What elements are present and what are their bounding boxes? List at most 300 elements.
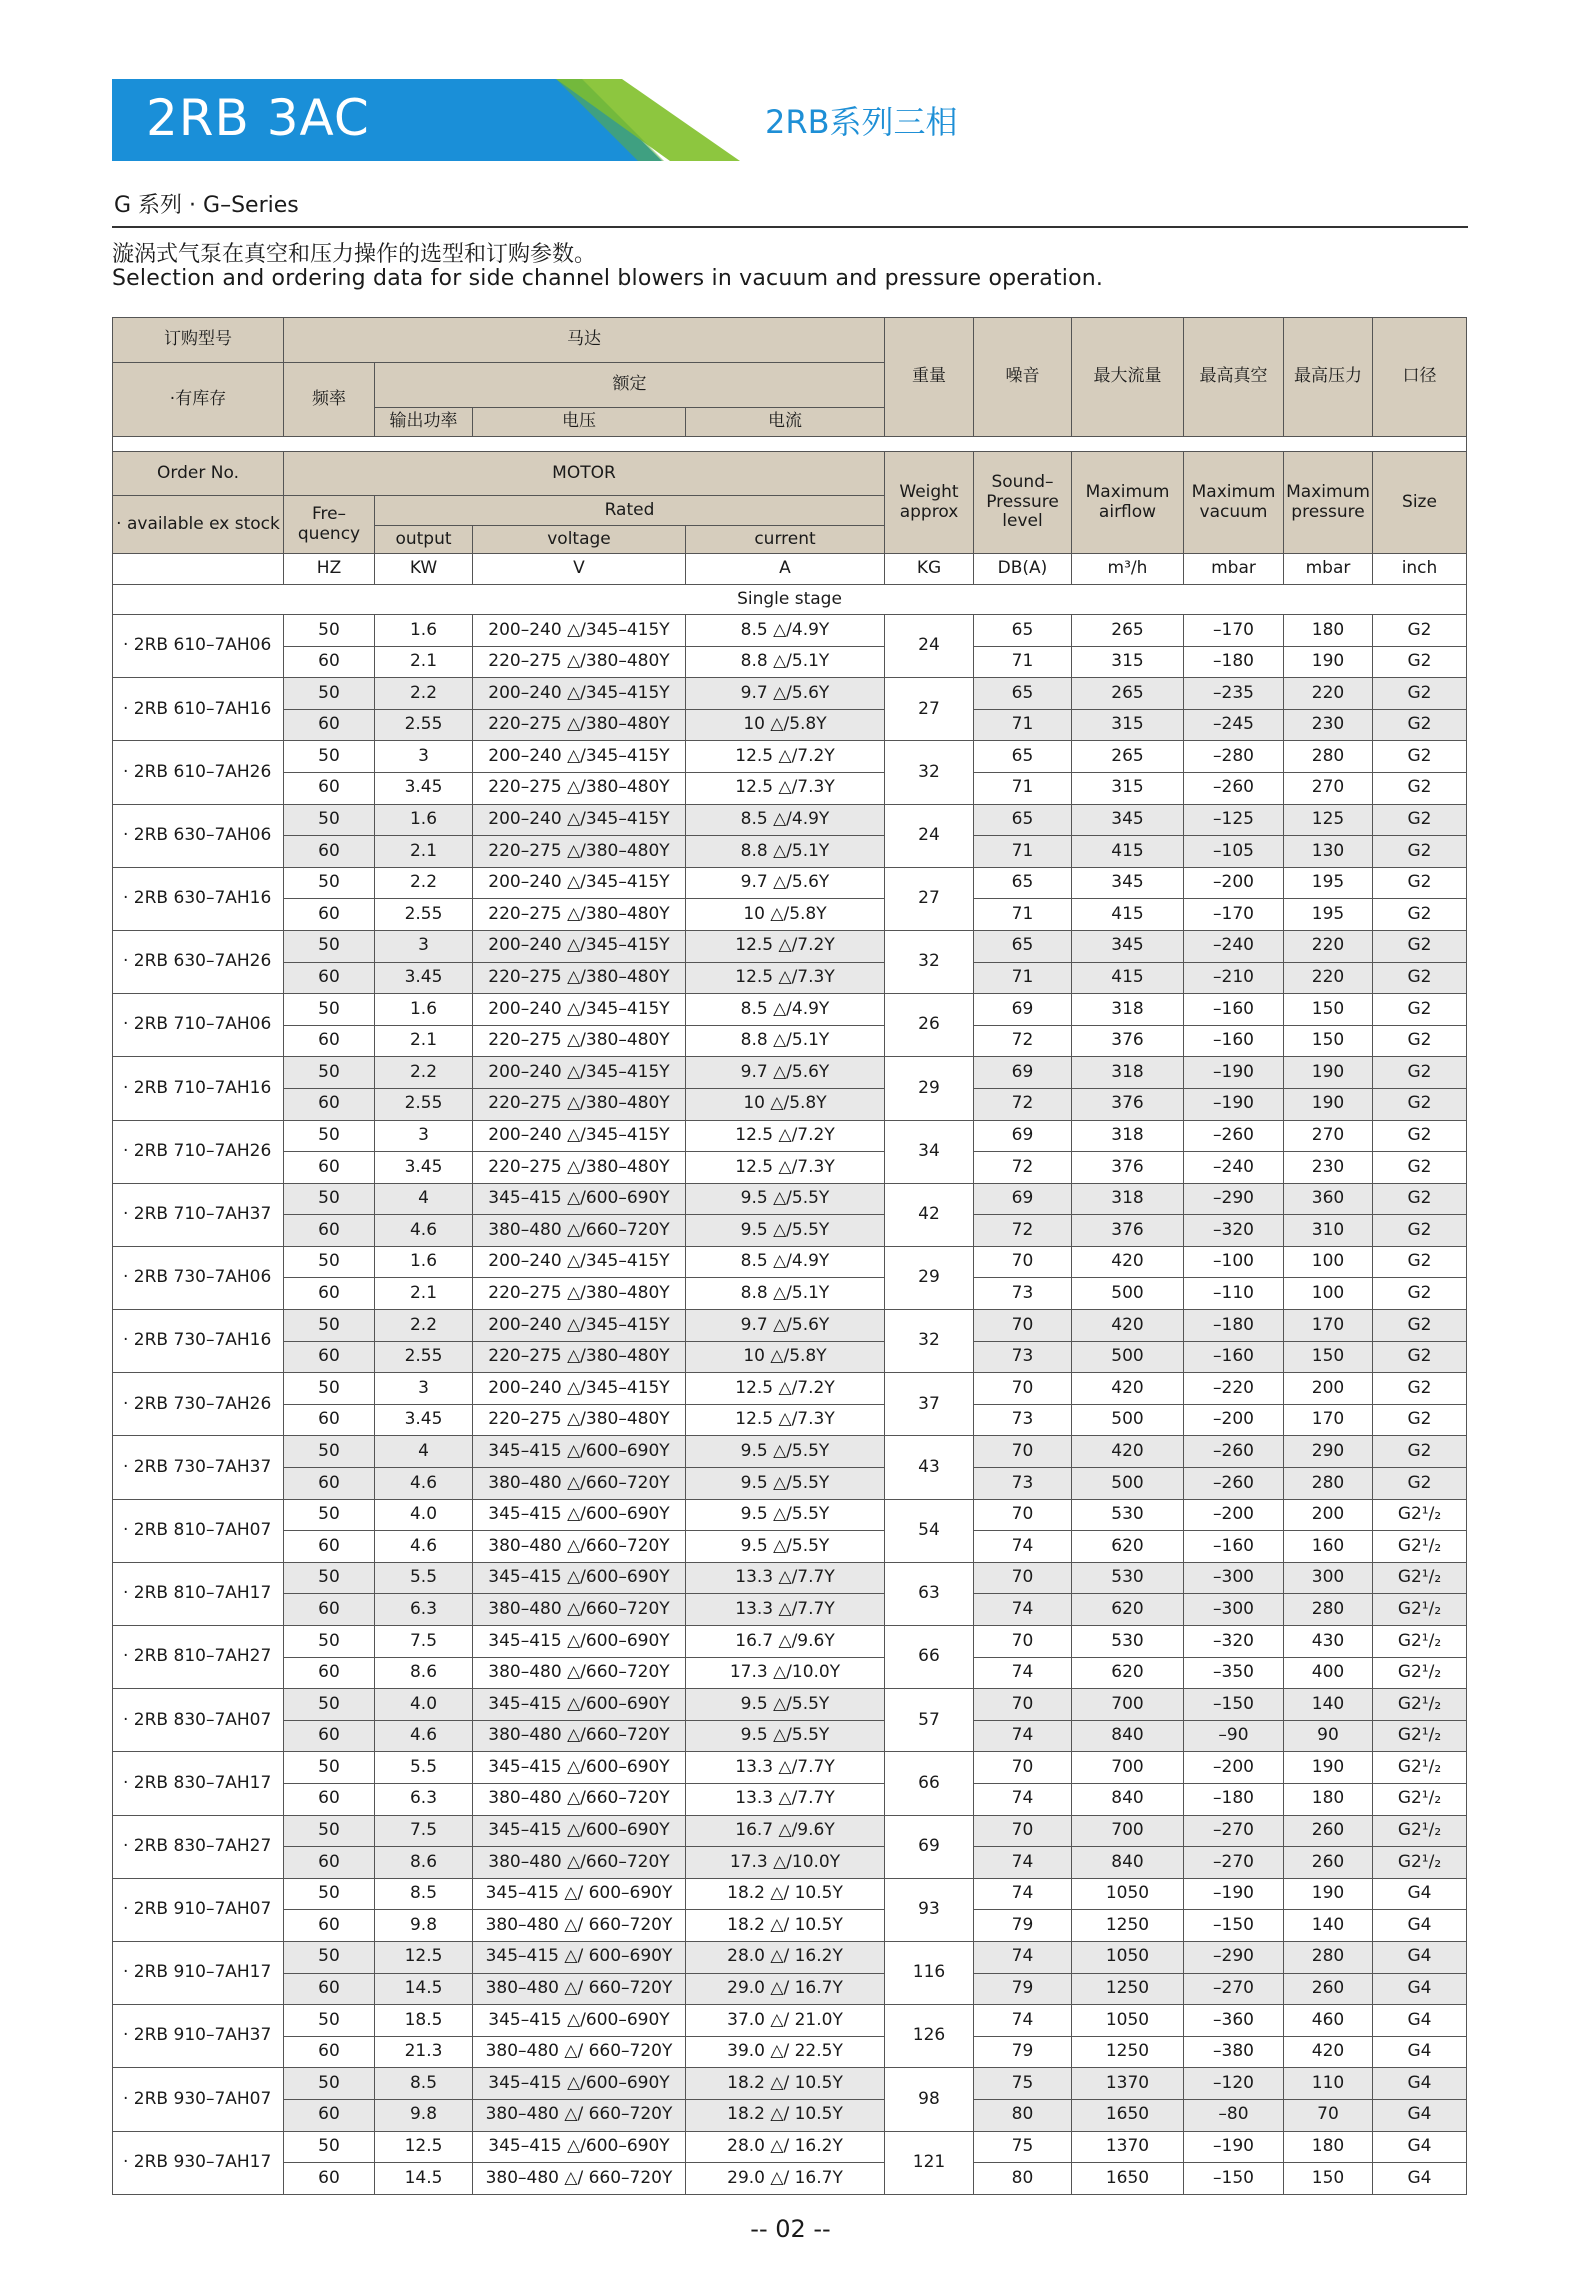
frequency-cell: 60: [284, 1783, 375, 1815]
kw-cell: 12.5: [375, 2131, 473, 2163]
flow-cell: 500: [1072, 1404, 1184, 1436]
a-cell: 13.3 △/7.7Y: [686, 1752, 885, 1784]
table-row: [113, 1278, 1467, 1310]
frequency-cell: 60: [284, 1910, 375, 1942]
kw-cell: 4.6: [375, 1720, 473, 1752]
v-cell: 345–415 △/600–690Y: [473, 2005, 686, 2037]
flow-cell: 1370: [1072, 2068, 1184, 2100]
vac-cell: –150: [1184, 2163, 1284, 2195]
a-cell: 28.0 △/ 16.2Y: [686, 2131, 885, 2163]
frequency-cell: 50: [284, 1626, 375, 1658]
vac-cell: –270: [1184, 1815, 1284, 1847]
table-header-zh: [113, 318, 1467, 452]
frequency-cell: 60: [284, 962, 375, 994]
frequency-cell: 60: [284, 1404, 375, 1436]
pres-cell: 220: [1284, 962, 1373, 994]
vac-cell: –200: [1184, 1499, 1284, 1531]
hdr-rated-en: Rated: [375, 496, 885, 526]
description-en: Selection and ordering data for side channel blowers in vacuum and pressure operation.: [112, 266, 1104, 291]
table-row: [113, 1657, 1467, 1689]
model-cell: · 2RB 610–7AH26: [113, 741, 284, 804]
table-row: [113, 1468, 1467, 1500]
hdr-noise-en: Sound– Pressure level: [974, 452, 1072, 554]
a-cell: 12.5 △/7.3Y: [686, 962, 885, 994]
pres-cell: 400: [1284, 1657, 1373, 1689]
kw-cell: 8.5: [375, 2068, 473, 2100]
hdr-size-zh: 口径: [1373, 318, 1467, 437]
vac-cell: –290: [1184, 1941, 1284, 1973]
flow-cell: 345: [1072, 804, 1184, 836]
model-cell: · 2RB 710–7AH37: [113, 1183, 284, 1246]
table-body: [113, 615, 1467, 2195]
pres-cell: 200: [1284, 1499, 1373, 1531]
table-row: [113, 2099, 1467, 2131]
unit-db: DB(A): [974, 554, 1072, 585]
pres-cell: 195: [1284, 867, 1373, 899]
pres-cell: 125: [1284, 804, 1373, 836]
table-row: [113, 646, 1467, 678]
hdr-output-en: output: [375, 526, 473, 554]
v-cell: 380–480 △/ 660–720Y: [473, 2036, 686, 2068]
db-cell: 65: [974, 678, 1072, 710]
unit-blank: [113, 554, 284, 585]
flow-cell: 530: [1072, 1562, 1184, 1594]
db-cell: 70: [974, 1310, 1072, 1342]
flow-cell: 500: [1072, 1278, 1184, 1310]
v-cell: 220–275 △/380–480Y: [473, 709, 686, 741]
flow-cell: 345: [1072, 930, 1184, 962]
unit-hz: HZ: [284, 554, 375, 585]
table-row: [113, 1562, 1467, 1594]
size-cell: G2: [1373, 741, 1467, 773]
pres-cell: 260: [1284, 1815, 1373, 1847]
table-row: [113, 741, 1467, 773]
db-cell: 65: [974, 867, 1072, 899]
vac-cell: –180: [1184, 1783, 1284, 1815]
pres-cell: 220: [1284, 678, 1373, 710]
size-cell: G2: [1373, 615, 1467, 647]
db-cell: 72: [974, 1025, 1072, 1057]
vac-cell: –120: [1184, 2068, 1284, 2100]
hdr-airflow-en: Maximum airflow: [1072, 452, 1184, 554]
kw-cell: 18.5: [375, 2005, 473, 2037]
v-cell: 380–480 △/660–720Y: [473, 1783, 686, 1815]
frequency-cell: 50: [284, 1941, 375, 1973]
flow-cell: 840: [1072, 1783, 1184, 1815]
frequency-cell: 50: [284, 1310, 375, 1342]
db-cell: 73: [974, 1404, 1072, 1436]
kw-cell: 9.8: [375, 2099, 473, 2131]
hdr-weight-zh: 重量: [885, 318, 974, 437]
table-row: [113, 1246, 1467, 1278]
model-cell: · 2RB 730–7AH37: [113, 1436, 284, 1499]
kw-cell: 8.6: [375, 1847, 473, 1879]
vac-cell: –160: [1184, 1025, 1284, 1057]
db-cell: 69: [974, 1057, 1072, 1089]
kw-cell: 2.2: [375, 867, 473, 899]
db-cell: 74: [974, 1594, 1072, 1626]
model-cell: · 2RB 710–7AH26: [113, 1120, 284, 1183]
frequency-cell: 60: [284, 1152, 375, 1184]
frequency-cell: 50: [284, 1689, 375, 1721]
kw-cell: 1.6: [375, 994, 473, 1026]
pres-cell: 300: [1284, 1562, 1373, 1594]
weight-cell: 32: [885, 741, 974, 804]
header-gap: [113, 437, 1467, 452]
hdr-weight-en: Weight approx: [885, 452, 974, 554]
vac-cell: –190: [1184, 1088, 1284, 1120]
a-cell: 8.5 △/4.9Y: [686, 615, 885, 647]
vac-cell: –180: [1184, 1310, 1284, 1342]
pres-cell: 190: [1284, 1752, 1373, 1784]
kw-cell: 3: [375, 1373, 473, 1405]
weight-cell: 42: [885, 1183, 974, 1246]
size-cell: G4: [1373, 2068, 1467, 2100]
banner-title: 2RB 3AC: [146, 89, 370, 147]
db-cell: 70: [974, 1752, 1072, 1784]
db-cell: 65: [974, 615, 1072, 647]
flow-cell: 265: [1072, 741, 1184, 773]
kw-cell: 8.5: [375, 1878, 473, 1910]
hdr-current-en: current: [686, 526, 885, 554]
model-cell: · 2RB 810–7AH17: [113, 1562, 284, 1625]
pres-cell: 230: [1284, 1152, 1373, 1184]
a-cell: 39.0 △/ 22.5Y: [686, 2036, 885, 2068]
table-row: [113, 1499, 1467, 1531]
table-row: [113, 867, 1467, 899]
table-row: [113, 1720, 1467, 1752]
vac-cell: –300: [1184, 1562, 1284, 1594]
a-cell: 9.5 △/5.5Y: [686, 1499, 885, 1531]
weight-cell: 116: [885, 1941, 974, 2004]
vac-cell: –320: [1184, 1626, 1284, 1658]
flow-cell: 1650: [1072, 2099, 1184, 2131]
size-cell: G2: [1373, 646, 1467, 678]
a-cell: 9.5 △/5.5Y: [686, 1720, 885, 1752]
size-cell: G2: [1373, 1246, 1467, 1278]
flow-cell: 265: [1072, 615, 1184, 647]
hdr-pressure-en: Maximum pressure: [1284, 452, 1373, 554]
hdr-noise-zh: 噪音: [974, 318, 1072, 437]
size-cell: G4: [1373, 2163, 1467, 2195]
unit-pressure: mbar: [1284, 554, 1373, 585]
kw-cell: 2.1: [375, 646, 473, 678]
table-row: [113, 1373, 1467, 1405]
model-cell: · 2RB 630–7AH26: [113, 930, 284, 993]
size-cell: G2: [1373, 1088, 1467, 1120]
a-cell: 18.2 △/ 10.5Y: [686, 2099, 885, 2131]
unit-a: A: [686, 554, 885, 585]
kw-cell: 6.3: [375, 1783, 473, 1815]
frequency-cell: 50: [284, 804, 375, 836]
db-cell: 72: [974, 1215, 1072, 1247]
v-cell: 380–480 △/ 660–720Y: [473, 2163, 686, 2195]
flow-cell: 376: [1072, 1088, 1184, 1120]
v-cell: 380–480 △/660–720Y: [473, 1594, 686, 1626]
table-row: [113, 709, 1467, 741]
kw-cell: 4.0: [375, 1499, 473, 1531]
flow-cell: 700: [1072, 1689, 1184, 1721]
table-row: [113, 2005, 1467, 2037]
size-cell: G2: [1373, 1057, 1467, 1089]
kw-cell: 2.2: [375, 1310, 473, 1342]
table-row: [113, 2131, 1467, 2163]
db-cell: 70: [974, 1815, 1072, 1847]
v-cell: 345–415 △/ 600–690Y: [473, 1878, 686, 1910]
weight-cell: 93: [885, 1878, 974, 1941]
v-cell: 345–415 △/600–690Y: [473, 2131, 686, 2163]
kw-cell: 4.6: [375, 1468, 473, 1500]
v-cell: 345–415 △/600–690Y: [473, 1562, 686, 1594]
v-cell: 200–240 △/345–415Y: [473, 1057, 686, 1089]
v-cell: 380–480 △/660–720Y: [473, 1847, 686, 1879]
weight-cell: 63: [885, 1562, 974, 1625]
size-cell: G2¹/₂: [1373, 1562, 1467, 1594]
kw-cell: 2.55: [375, 1088, 473, 1120]
v-cell: 345–415 △/600–690Y: [473, 1436, 686, 1468]
a-cell: 37.0 △/ 21.0Y: [686, 2005, 885, 2037]
v-cell: 345–415 △/600–690Y: [473, 1752, 686, 1784]
model-cell: · 2RB 710–7AH06: [113, 994, 284, 1057]
pres-cell: 140: [1284, 1689, 1373, 1721]
table-row: [113, 1183, 1467, 1215]
pres-cell: 195: [1284, 899, 1373, 931]
pres-cell: 280: [1284, 1941, 1373, 1973]
vac-cell: –260: [1184, 1120, 1284, 1152]
kw-cell: 2.55: [375, 709, 473, 741]
weight-cell: 24: [885, 804, 974, 867]
flow-cell: 265: [1072, 678, 1184, 710]
table-row: [113, 1215, 1467, 1247]
model-cell: · 2RB 910–7AH17: [113, 1941, 284, 2004]
v-cell: 345–415 △/600–690Y: [473, 1499, 686, 1531]
table-row: [113, 1120, 1467, 1152]
model-cell: · 2RB 610–7AH16: [113, 678, 284, 741]
size-cell: G4: [1373, 2036, 1467, 2068]
pres-cell: 280: [1284, 1594, 1373, 1626]
v-cell: 380–480 △/ 660–720Y: [473, 1973, 686, 2005]
vac-cell: –180: [1184, 646, 1284, 678]
db-cell: 70: [974, 1689, 1072, 1721]
description-zh: 漩涡式气泵在真空和压力操作的选型和订购参数。: [112, 242, 597, 267]
vac-cell: –240: [1184, 1152, 1284, 1184]
hdr-output-zh: 输出功率: [375, 408, 473, 437]
flow-cell: 1250: [1072, 2036, 1184, 2068]
frequency-cell: 50: [284, 1878, 375, 1910]
frequency-cell: 50: [284, 615, 375, 647]
vac-cell: –100: [1184, 1246, 1284, 1278]
size-cell: G4: [1373, 1878, 1467, 1910]
db-cell: 65: [974, 741, 1072, 773]
v-cell: 345–415 △/600–690Y: [473, 1183, 686, 1215]
flow-cell: 415: [1072, 899, 1184, 931]
table-row: [113, 1404, 1467, 1436]
flow-cell: 1250: [1072, 1973, 1184, 2005]
size-cell: G2¹/₂: [1373, 1531, 1467, 1563]
hdr-order-no-en: Order No.: [113, 452, 284, 496]
flow-cell: 530: [1072, 1626, 1184, 1658]
flow-cell: 1650: [1072, 2163, 1184, 2195]
db-cell: 80: [974, 2163, 1072, 2195]
hdr-stock-zh: ·有库存: [113, 363, 284, 437]
vac-cell: –160: [1184, 1531, 1284, 1563]
db-cell: 79: [974, 2036, 1072, 2068]
vac-cell: –320: [1184, 1215, 1284, 1247]
table-row: [113, 1152, 1467, 1184]
kw-cell: 14.5: [375, 1973, 473, 2005]
kw-cell: 9.8: [375, 1910, 473, 1942]
frequency-cell: 50: [284, 994, 375, 1026]
db-cell: 70: [974, 1436, 1072, 1468]
table-row: [113, 804, 1467, 836]
model-cell: · 2RB 910–7AH07: [113, 1878, 284, 1941]
a-cell: 29.0 △/ 16.7Y: [686, 2163, 885, 2195]
spec-table: [112, 317, 1467, 2195]
pres-cell: 220: [1284, 930, 1373, 962]
a-cell: 9.7 △/5.6Y: [686, 1310, 885, 1342]
flow-cell: 1050: [1072, 1941, 1184, 1973]
flow-cell: 1250: [1072, 1910, 1184, 1942]
size-cell: G2¹/₂: [1373, 1720, 1467, 1752]
pres-cell: 270: [1284, 1120, 1373, 1152]
size-cell: G2: [1373, 1152, 1467, 1184]
hdr-motor-zh: 马达: [284, 318, 885, 363]
size-cell: G2¹/₂: [1373, 1783, 1467, 1815]
db-cell: 80: [974, 2099, 1072, 2131]
pres-cell: 180: [1284, 2131, 1373, 2163]
a-cell: 9.5 △/5.5Y: [686, 1436, 885, 1468]
vac-cell: –350: [1184, 1657, 1284, 1689]
frequency-cell: 50: [284, 1752, 375, 1784]
a-cell: 9.7 △/5.6Y: [686, 867, 885, 899]
pres-cell: 190: [1284, 646, 1373, 678]
weight-cell: 26: [885, 994, 974, 1057]
v-cell: 220–275 △/380–480Y: [473, 1088, 686, 1120]
kw-cell: 3: [375, 930, 473, 962]
size-cell: G2¹/₂: [1373, 1847, 1467, 1879]
size-cell: G2¹/₂: [1373, 1752, 1467, 1784]
kw-cell: 2.1: [375, 836, 473, 868]
weight-cell: 29: [885, 1057, 974, 1120]
vac-cell: –260: [1184, 1468, 1284, 1500]
a-cell: 8.5 △/4.9Y: [686, 1246, 885, 1278]
hdr-current-zh: 电流: [686, 408, 885, 437]
flow-cell: 500: [1072, 1468, 1184, 1500]
model-cell: · 2RB 830–7AH07: [113, 1689, 284, 1752]
kw-cell: 3: [375, 741, 473, 773]
size-cell: G2: [1373, 1373, 1467, 1405]
vac-cell: –260: [1184, 1436, 1284, 1468]
model-cell: · 2RB 610–7AH06: [113, 615, 284, 678]
frequency-cell: 60: [284, 1215, 375, 1247]
pres-cell: 420: [1284, 2036, 1373, 2068]
flow-cell: 415: [1072, 962, 1184, 994]
frequency-cell: 50: [284, 741, 375, 773]
db-cell: 72: [974, 1088, 1072, 1120]
vac-cell: –160: [1184, 1341, 1284, 1373]
frequency-cell: 60: [284, 1657, 375, 1689]
pres-cell: 360: [1284, 1183, 1373, 1215]
weight-cell: 126: [885, 2005, 974, 2068]
unit-kg: KG: [885, 554, 974, 585]
vac-cell: –290: [1184, 1183, 1284, 1215]
table-row: [113, 1310, 1467, 1342]
frequency-cell: 60: [284, 2099, 375, 2131]
kw-cell: 12.5: [375, 1941, 473, 1973]
kw-cell: 3.45: [375, 962, 473, 994]
weight-cell: 27: [885, 678, 974, 741]
v-cell: 380–480 △/660–720Y: [473, 1720, 686, 1752]
v-cell: 345–415 △/600–690Y: [473, 1626, 686, 1658]
kw-cell: 2.55: [375, 1341, 473, 1373]
v-cell: 220–275 △/380–480Y: [473, 1025, 686, 1057]
db-cell: 71: [974, 709, 1072, 741]
vac-cell: –200: [1184, 1404, 1284, 1436]
flow-cell: 620: [1072, 1594, 1184, 1626]
db-cell: 72: [974, 1152, 1072, 1184]
a-cell: 13.3 △/7.7Y: [686, 1783, 885, 1815]
db-cell: 69: [974, 1120, 1072, 1152]
model-cell: · 2RB 930–7AH07: [113, 2068, 284, 2131]
frequency-cell: 50: [284, 1373, 375, 1405]
model-cell: · 2RB 730–7AH16: [113, 1310, 284, 1373]
a-cell: 12.5 △/7.3Y: [686, 1404, 885, 1436]
weight-cell: 66: [885, 1752, 974, 1815]
model-cell: · 2RB 730–7AH06: [113, 1246, 284, 1309]
a-cell: 8.8 △/5.1Y: [686, 1025, 885, 1057]
flow-cell: 345: [1072, 867, 1184, 899]
model-cell: · 2RB 930–7AH17: [113, 2131, 284, 2194]
table-row: [113, 962, 1467, 994]
title-banner: [112, 79, 740, 161]
flow-cell: 318: [1072, 1057, 1184, 1089]
v-cell: 380–480 △/ 660–720Y: [473, 1910, 686, 1942]
vac-cell: –380: [1184, 2036, 1284, 2068]
a-cell: 17.3 △/10.0Y: [686, 1847, 885, 1879]
kw-cell: 2.2: [375, 678, 473, 710]
size-cell: G2¹/₂: [1373, 1657, 1467, 1689]
size-cell: G2: [1373, 678, 1467, 710]
vac-cell: –110: [1184, 1278, 1284, 1310]
kw-cell: 2.2: [375, 1057, 473, 1089]
db-cell: 71: [974, 962, 1072, 994]
unit-airflow: m³/h: [1072, 554, 1184, 585]
frequency-cell: 60: [284, 1847, 375, 1879]
hdr-rated-zh: 额定: [375, 363, 885, 408]
pres-cell: 200: [1284, 1373, 1373, 1405]
table-row: [113, 1088, 1467, 1120]
frequency-cell: 60: [284, 772, 375, 804]
a-cell: 8.8 △/5.1Y: [686, 646, 885, 678]
frequency-cell: 60: [284, 2036, 375, 2068]
v-cell: 200–240 △/345–415Y: [473, 1310, 686, 1342]
hdr-voltage-en: voltage: [473, 526, 686, 554]
size-cell: G2: [1373, 1215, 1467, 1247]
frequency-cell: 50: [284, 2131, 375, 2163]
vac-cell: –125: [1184, 804, 1284, 836]
v-cell: 200–240 △/345–415Y: [473, 994, 686, 1026]
pres-cell: 260: [1284, 1973, 1373, 2005]
table-row: [113, 1783, 1467, 1815]
weight-cell: 43: [885, 1436, 974, 1499]
table-row: [113, 1878, 1467, 1910]
vac-cell: –170: [1184, 899, 1284, 931]
vac-cell: –235: [1184, 678, 1284, 710]
size-cell: G2: [1373, 1468, 1467, 1500]
db-cell: 71: [974, 772, 1072, 804]
table-row: [113, 1847, 1467, 1879]
pres-cell: 160: [1284, 1531, 1373, 1563]
